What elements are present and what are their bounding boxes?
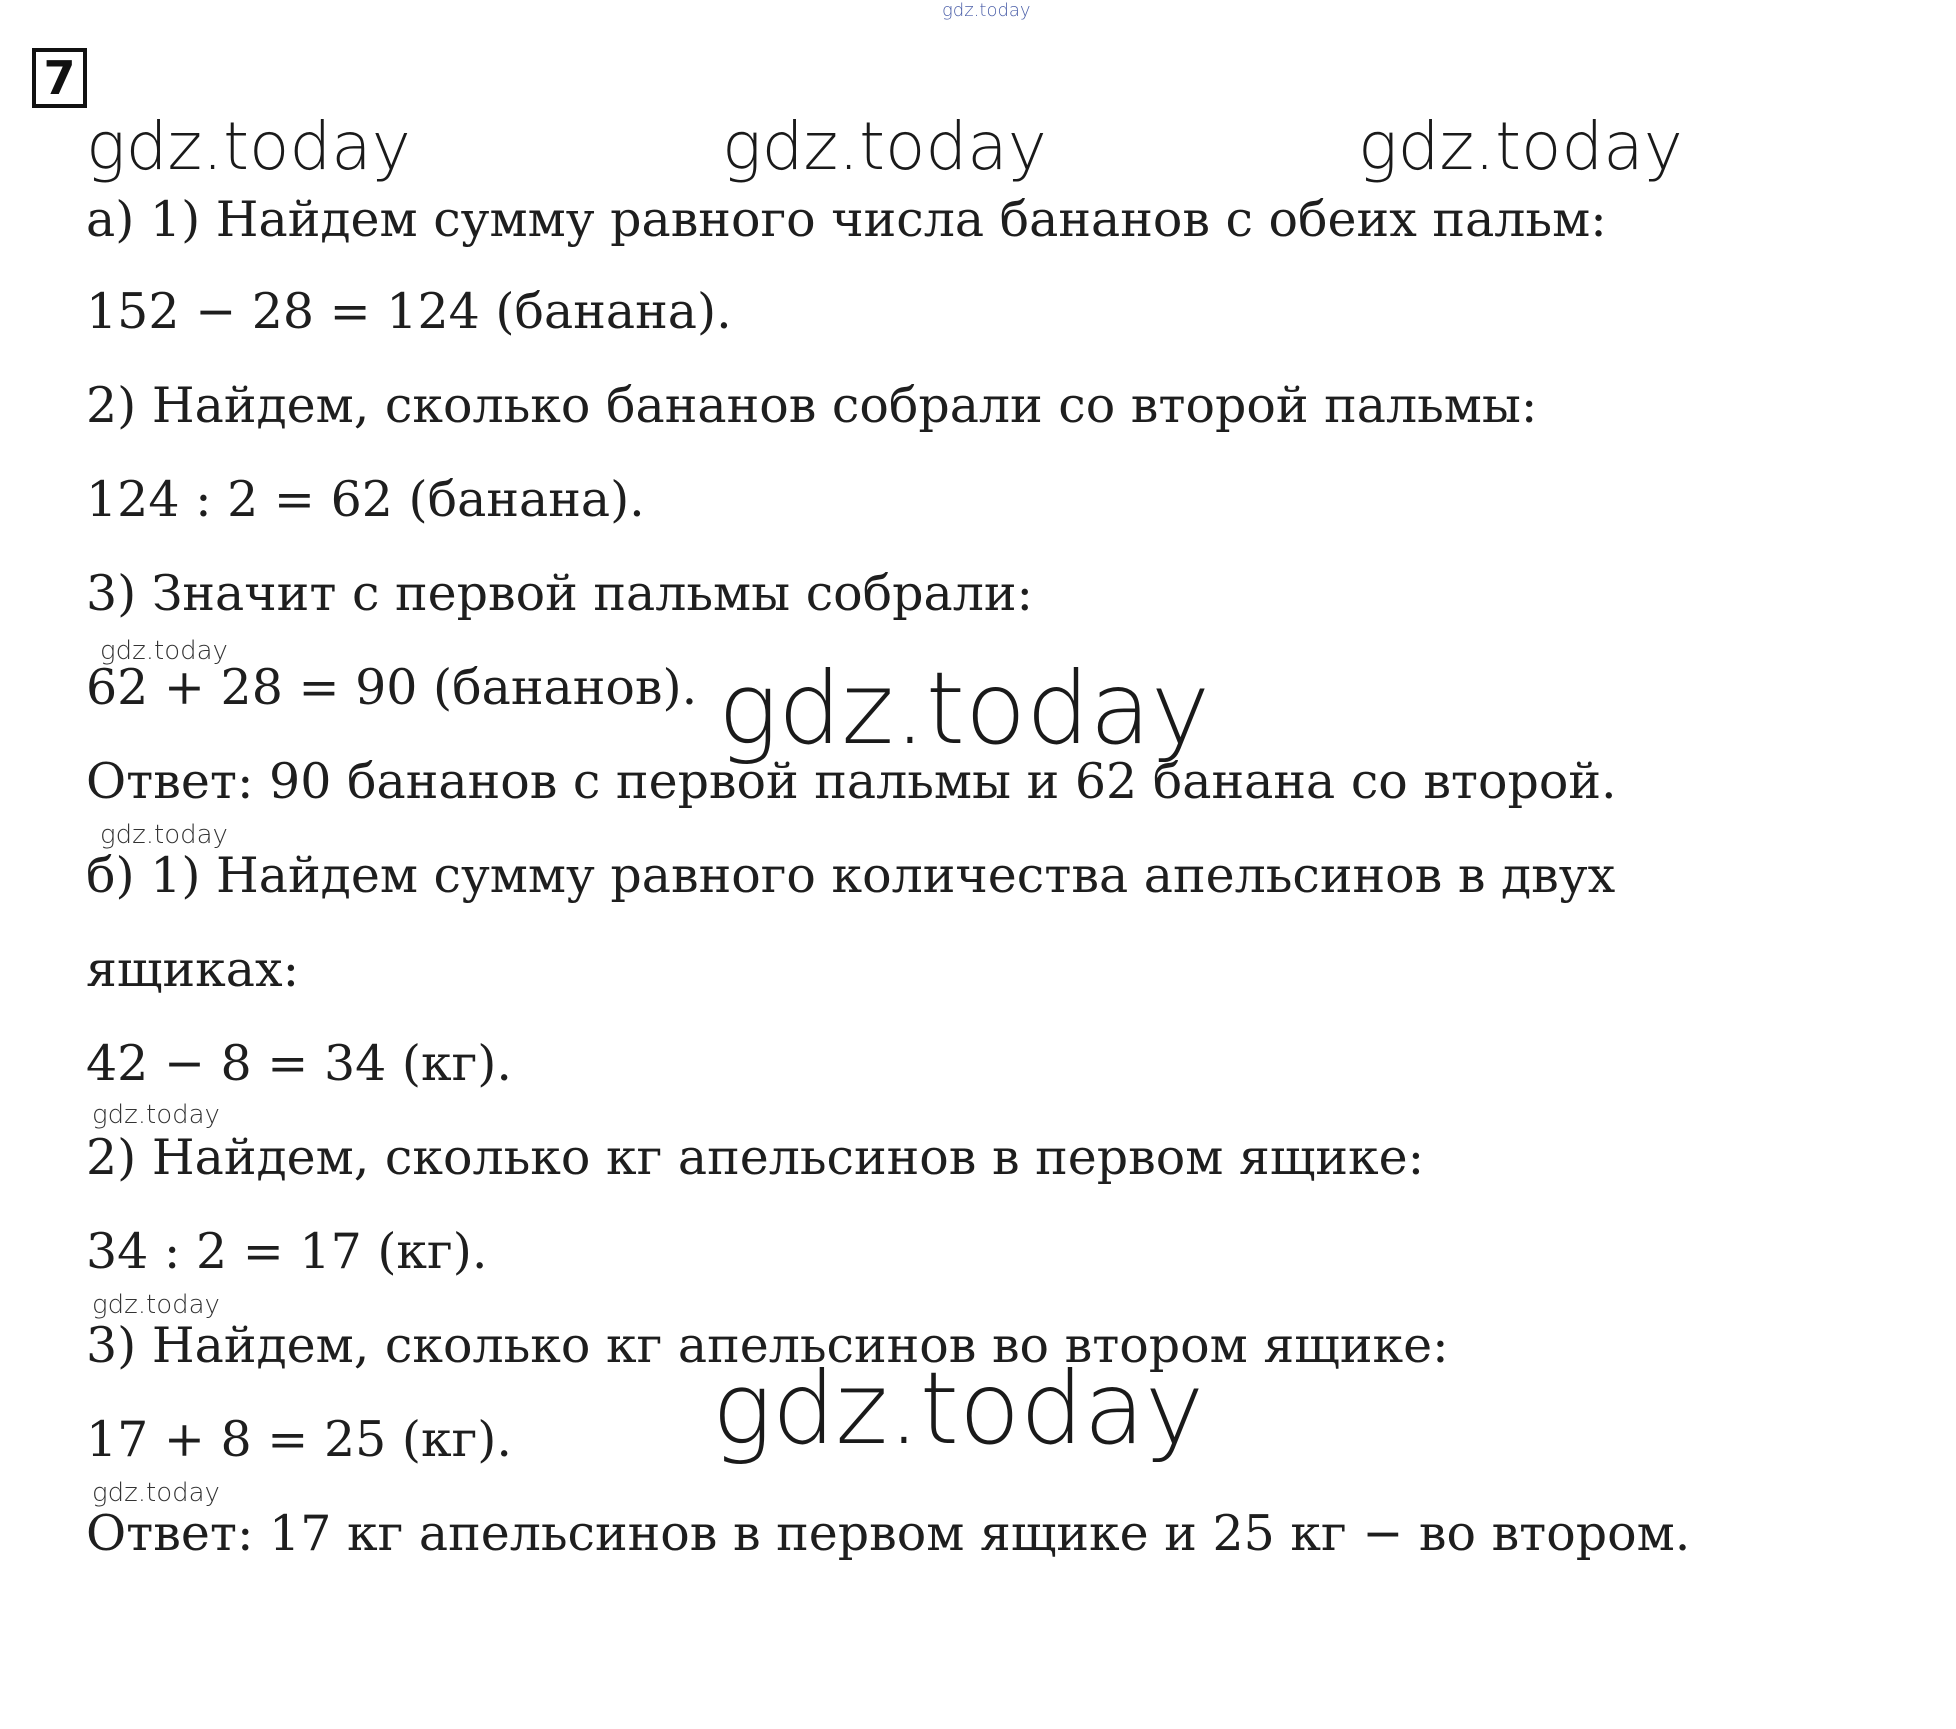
watermark-top-left: gdz.today: [86, 108, 411, 185]
solution-line-a3-calc: 62 + 28 = 90 (бананов).: [86, 659, 698, 716]
answer-a: Ответ: 90 бананов с первой пальмы и 62 банана со второй.: [86, 753, 1617, 810]
watermark-small-2: gdz.today: [100, 820, 228, 850]
watermark-top-right: gdz.today: [1358, 108, 1683, 185]
solution-line-a1-calc: 152 − 28 = 124 (банана).: [86, 283, 732, 340]
solution-line-b1-calc: 42 − 8 = 34 (кг).: [86, 1035, 512, 1092]
watermark-small-1: gdz.today: [100, 636, 228, 666]
solution-line-b1-cont: ящиках:: [86, 941, 300, 998]
solution-line-b2-calc: 34 : 2 = 17 (кг).: [86, 1223, 488, 1280]
watermark-large-2: gdz.today: [712, 1350, 1205, 1467]
task-number-box: 7: [32, 48, 87, 108]
solution-line-a2-calc: 124 : 2 = 62 (банана).: [86, 471, 645, 528]
watermark-tiny: gdz.today: [942, 0, 1031, 21]
watermark-small-5: gdz.today: [92, 1478, 220, 1508]
solution-line-b2: 2) Найдем, сколько кг апельсинов в первом ящике:: [86, 1129, 1425, 1186]
answer-b: Ответ: 17 кг апельсинов в первом ящике и 25 кг − во втором.: [86, 1505, 1691, 1562]
solution-line-a3: 3) Значит с первой пальмы собрали:: [86, 565, 1034, 622]
solution-line-b3-calc: 17 + 8 = 25 (кг).: [86, 1411, 512, 1468]
solution-line-b3: 3) Найдем, сколько кг апельсинов во втором ящике:: [86, 1317, 1449, 1374]
watermark-small-3: gdz.today: [92, 1100, 220, 1130]
solution-line-b1: б) 1) Найдем сумму равного количества апельсинов в двух: [86, 847, 1616, 904]
watermark-small-4: gdz.today: [92, 1290, 220, 1320]
watermark-large-1: gdz.today: [718, 650, 1211, 767]
watermark-top-center: gdz.today: [722, 108, 1047, 185]
solution-line-a2: 2) Найдем, сколько бананов собрали со второй пальмы:: [86, 377, 1538, 434]
solution-line-a1: а) 1) Найдем сумму равного числа бананов с обеих пальм:: [86, 191, 1607, 248]
